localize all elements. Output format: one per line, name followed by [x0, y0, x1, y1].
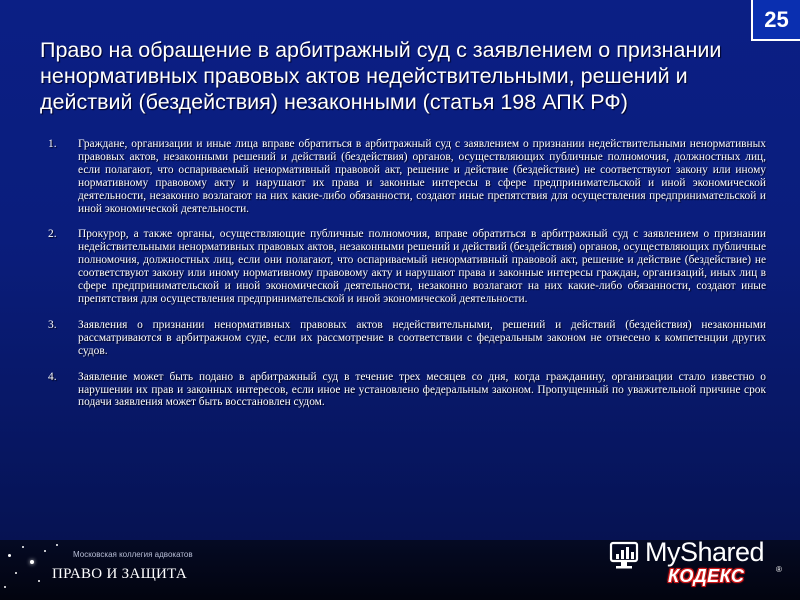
slide-number: 25 [751, 0, 800, 41]
firm-subtitle: Московская коллегия адвокатов [73, 550, 193, 559]
list-item [48, 319, 766, 358]
firm-name: ПРАВО И ЗАЩИТА [52, 566, 188, 582]
list-item [48, 228, 766, 305]
registered-mark: ® [776, 565, 782, 574]
star-decoration [44, 550, 46, 552]
slide-title: Право на обращение в арбитражный суд с заявлением о признании ненормативных правовых актов недействительными, решений и действий (бездействия) незаконными (статья 198 АПК РФ) [40, 38, 722, 114]
item-text: Заявление может быть подано в арбитражный суд в течение трех месяцев со дня, когда гражданину, организации стало известно о нарушении их прав и законных интересов, если иное не установлено федеральным законом. Пропущенный по уважительной причине срок подачи заявления может быть восстановлен судом. [78, 370, 766, 409]
star-decoration [22, 546, 24, 548]
item-text: Граждане, организации и иные лица вправе обратиться в арбитражный суд с заявлением о признании недействительными ненормативных правовых актов, незаконными решений и действий (бездействия) органов, осуществляющих публичные полномочия, должностных лиц, если полагают, что оспариваемый ненормативный правовой акт, решение и действие (бездействие) не соответствуют закону или иному нормативному правовому акту и нарушают их права и законные интересы в сфере предпринимательской и иной экономической деятельности, незаконно возлагают на них какие-либо обязанности, создают иные препятствия для осуществления предпринимательской и иной экономической деятельности. [78, 138, 766, 215]
item-text: Прокурор, а также органы, осуществляющие публичные полномочия, вправе обратиться в арбитражный суд с заявлением о признании недействительными ненормативных правовых актов, незаконными решений и действий (бездействия) органов, осуществляющих публичные полномочия, должностных лиц, если они полагают, что оспариваемый ненормативный правовой акт, решение и действие (бездействие) не соответствуют закону или иному нормативному правовому акту и нарушают права и законные интересы граждан, организаций, иных лиц в сфере предпринимательской и иной экономической деятельности, незаконно возлагают на них какие-либо обязанности, создают иные препятствия для осуществления предпринимательской и иной экономической деятельности. [78, 228, 766, 305]
item-number: 1. [48, 138, 57, 150]
item-text: Заявления о признании ненормативных правовых актов недействительными, решений и действий (бездействия) незаконными рассматриваются в арбитражном суде, если их рассмотрение в соответствии с федеральным законом не отнесено к компетенции других судов. [78, 318, 766, 357]
item-number: 3. [48, 318, 57, 331]
article-items-list [48, 138, 766, 422]
item-number: 4. [48, 370, 57, 383]
list-item [48, 371, 766, 410]
star-decoration [56, 544, 58, 546]
myshared-logo-text: MyShared [645, 537, 765, 567]
star-decoration [38, 580, 40, 582]
star-decoration [8, 554, 11, 557]
kodeks-logo: КОДЕКС [668, 566, 745, 586]
list-item [48, 138, 766, 215]
star-decoration [4, 586, 6, 588]
star-decoration [15, 572, 17, 574]
myshared-logo-icon [608, 540, 642, 572]
item-number: 2. [48, 228, 57, 241]
star-decoration [30, 560, 34, 564]
